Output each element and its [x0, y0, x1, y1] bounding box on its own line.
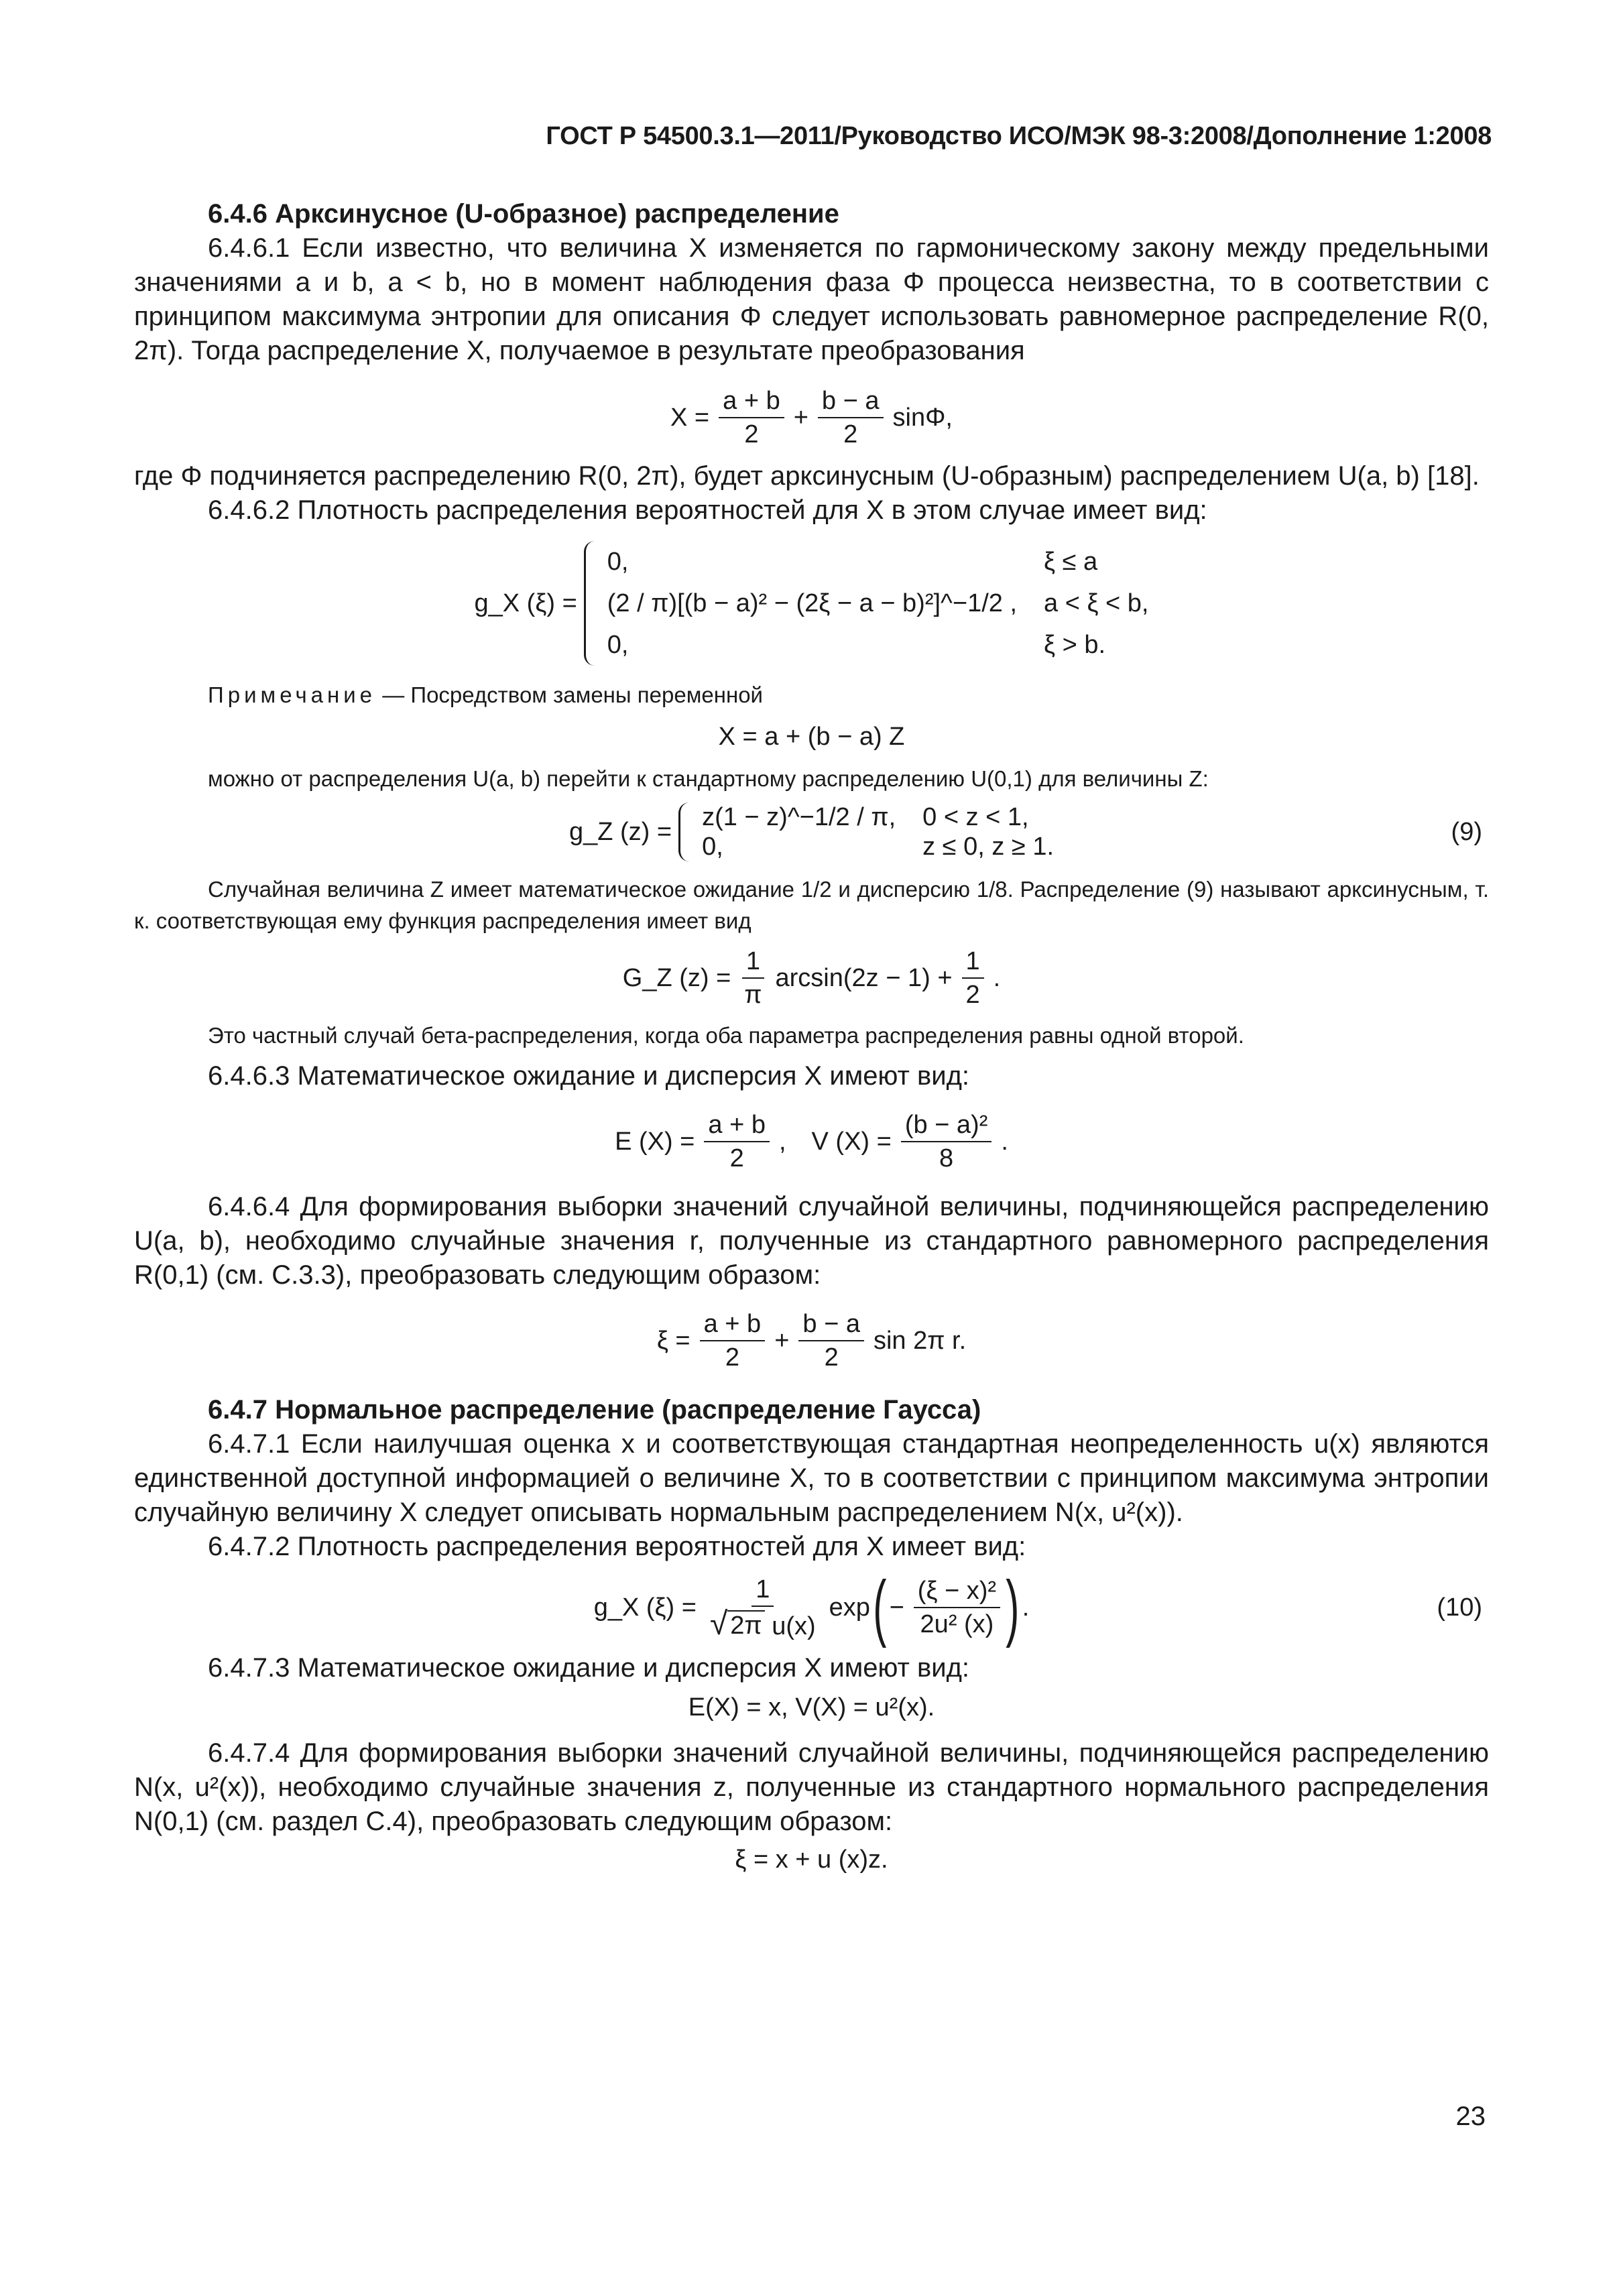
formula-expectation-variance-u: E (X) = $\frac{a + b}{2}$ , V (X) = $\frac{\text{(b − a)²}}{8}$ . — [615, 1111, 1008, 1172]
formula-substitution: X = a + (b − a) Z — [718, 723, 905, 751]
note-beta-case: Это частный случай бета-распределения, когда оба параметра распределения равны одной второй. — [208, 1023, 1244, 1048]
paragraph-arcsine-result: где Φ подчиняется распределению R(0, 2π), будет арксинусным (U-образным) распределением U(a, b) [18]. — [134, 461, 1480, 491]
equation-number-9: (9) — [1451, 818, 1482, 846]
formula-x-transform: X = $\frac{a + b}{2}$ + $\frac{b - a}{2}$ sinΦ, — [670, 387, 953, 448]
paragraph-6463: 6.4.6.3 Математическое ожидание и дисперсия X имеют вид: — [208, 1061, 970, 1091]
section-title-647: 6.4.7 Нормальное распределение (распределение Гаусса) — [208, 1395, 981, 1425]
note-arcsine-explanation: Случайная величина Z имеет математическое ожидание 1/2 и дисперсию 1/8. Распределение (9) называют арксинусным, т. к. соответствующая ему функция распределения имеет вид — [134, 877, 1489, 933]
paragraph-6472: 6.4.7.2 Плотность распределения вероятностей для X имеет вид: — [208, 1532, 1026, 1561]
formula-9: g_Z (z) = z(1 − z)^−1/2 / π, 0 < z < 1, 0, z ≤ 0, z ≥ 1. (9) — [568, 803, 1482, 861]
document-body — [134, 197, 1489, 1875]
formula-xi-u-sample: ξ = $\frac{a + b}{2}$ + $\frac{b - a}{2}$ sin 2π r. — [656, 1310, 967, 1372]
paragraph-6473: 6.4.7.3 Математическое ожидание и дисперсия X имеют вид: — [208, 1653, 970, 1683]
note-paragraph — [134, 679, 1489, 711]
equation-number-10: (10) — [1437, 1593, 1482, 1622]
note-text: — Посредством замены переменной — [382, 682, 763, 707]
note-standard-distribution: можно от распределения U(a, b) перейти к стандартному распределению U(0,1) для величины Z: — [208, 766, 1209, 791]
formula-xi-n-sample: ξ = x + u (x)z. — [735, 1846, 888, 1874]
paragraph-6471: 6.4.7.1 Если наилучшая оценка x и соответствующая стандартная неопределенность u(x) являются единственной доступной информацией о величине X, то в соответствии с принципом максимума энтропии случайную величину X следует описывать нормальным распределением N(x, u²(x)). — [134, 1429, 1489, 1527]
document-header: ГОСТ Р 54500.3.1—2011/Руководство ИСО/МЭК 98-3:2008/Дополнение 1:2008 — [546, 122, 1492, 150]
page-number: 23 — [1455, 2102, 1486, 2131]
paragraph-6461: 6.4.6.1 Если известно, что величина X изменяется по гармоническому закону между предельными значениями a и b, a < b, но в момент наблюдения фаза Φ процесса неизвестна, то в соответствии с принципом максимума энтропии для описания Φ следует использовать равномерное распределение R(0, 2π). Тогда распределение X, получаемое в результате преобразования — [134, 233, 1489, 365]
paragraph-6464: 6.4.6.4 Для формирования выборки значений случайной величины, подчиняющейся распределению U(a, b), необходимо случайные значения r, полученные из стандартного равномерного распределения R(0,1) (см. С.3.3), преобразовать следующим образом: — [134, 1192, 1489, 1290]
note-label: Примечание — [208, 682, 377, 707]
section-title-646: 6.4.6 Арксинусное (U-образное) распределение — [208, 199, 839, 229]
formula-distribution-function: G_Z (z) = $\frac{1}{\pi}$ arcsin(2z − 1) + $\frac{1}{2}$ . — [622, 947, 1001, 1009]
formula-10: g_X (ξ) = 1 √ 2π u(x) exp ( − $\frac{\text{(ξ − x)²}}{\text{2u² (x)}}$ ) . (10) — [593, 1566, 1482, 1648]
paragraph-6462: 6.4.6.2 Плотность распределения вероятностей для X в этом случае имеет вид: — [208, 495, 1207, 525]
formula-density-u: g_X (ξ) = 0, ξ ≤ a (2 / π)[(b − a)² − (2ξ − a − b)²]^−1/2 , a < ξ < b, 0, ξ > b. — [134, 541, 1489, 666]
paragraph-6474: 6.4.7.4 Для формирования выборки значений случайной величины, подчиняющейся распределению N(x, u²(x)), необходимо случайные значения z, полученные из стандартного нормального распределения N(0,1) (см. раздел С.4), преобразовать следующим образом: — [134, 1738, 1489, 1836]
formula-expectation-variance-n: E(X) = x, V(X) = u²(x). — [688, 1693, 935, 1721]
